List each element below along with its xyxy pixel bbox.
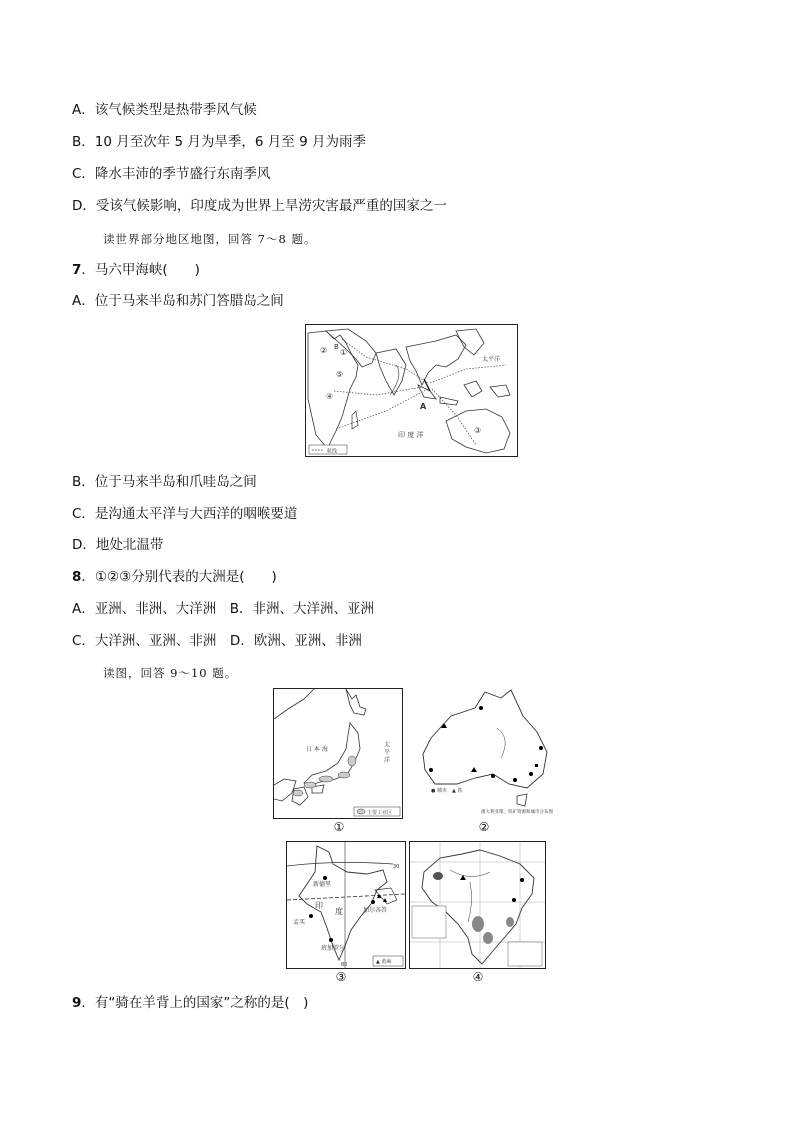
india-label-2: 度 [335,907,343,916]
india-kolkata: 加尔各答 [363,907,388,914]
australia-title: 澳大利亚煤、铁矿资源和城市分布图 [481,810,553,815]
q6-option-a: A．该气候类型是热带季风气候 [72,102,257,118]
q6-option-c: C．降水丰沛的季节盛行东南季风 [72,166,271,182]
map1-label-4: ④ [326,392,334,401]
q7-option-d: D．地处北温带 [72,537,164,553]
map1-label-b: B [334,343,339,351]
indian-ocean-map-drawing [306,325,517,456]
india-map-drawing [287,842,405,968]
q8-options-ab: A．亚洲、非洲、大洋洲 B．非洲、大洋洲、亚洲 [72,601,374,617]
intro-7-8: 读世界部分地区地图，回答 7～8 题。 [103,232,317,246]
q8-stem [72,568,277,586]
australia-legend: ● 城市 ▲ 铁 [431,788,463,794]
map1-label-a: A [420,402,427,411]
indian-ocean-route-map [305,324,518,457]
india-new-delhi: 新德里 [313,881,332,888]
india-label-1: 印 [315,901,323,910]
australia-map [411,688,555,817]
map-caption-2: ② [478,820,490,834]
japan-pacific-label: 太 平 洋 [382,741,390,763]
map-caption-4: ④ [472,970,484,984]
q7-option-b: B．位于马来半岛和爪哇岛之间 [72,474,257,490]
australia-map-drawing [411,688,555,817]
q6-option-d: D．受该气候影响，印度成为世界上旱涝灾害最严重的国家之一 [72,198,447,214]
q9-stem [72,994,308,1012]
intro-9-10: 读图，回答 9～10 题。 [103,666,238,680]
map1-label-pacific: 太平洋 [482,356,501,363]
japan-sea-label: 日 本 海 [306,746,328,753]
map1-label-1: ① [340,348,348,357]
india-mumbai: 孟买 [293,919,306,926]
map1-label-2: ② [320,346,328,355]
india-bangalore: 班加罗尔 [321,945,346,952]
map1-label-3: ③ [474,426,482,435]
q7-option-c: C．是沟通太平洋与大西洋的咽喉要道 [72,506,298,522]
q7-option-a: A．位于马来半岛和苏门答腊岛之间 [72,293,284,309]
q7-text: ．马六甲海峡( ) [81,262,200,278]
q8-options-cd: C．大洋洲、亚洲、非洲 D．欧洲、亚洲、非洲 [72,633,362,649]
q9-number: 9 [72,995,82,1011]
japan-map-drawing [274,689,402,818]
q6-option-b: B．10 月至次年 5 月为旱季，6 月至 9 月为雨季 [72,134,366,150]
india-legend: ▲ 黄麻 [376,959,392,965]
map-caption-3: ③ [335,970,347,984]
india-lat-30: 30 [393,864,400,870]
brazil-map-drawing [410,842,545,968]
brazil-map [409,841,546,969]
map1-legend-route: 航线 [327,448,338,455]
india-map [286,841,406,969]
q8-number: 8 [72,569,82,585]
map1-label-5: ⑤ [336,370,344,379]
japan-legend: 主要工业区 [367,810,393,816]
q9-text: ．有“骑在羊背上的国家”之称的是( ) [81,995,309,1011]
q8-text: ．①②③分别代表的大洲是( ) [81,569,277,585]
india-lon-80: 80 [341,962,348,968]
japan-map [273,688,403,819]
q7-number: 7 [72,262,82,278]
map-caption-1: ① [333,820,345,834]
q7-stem [72,261,200,279]
map1-label-indian-ocean: 印 度 洋 [398,431,424,439]
